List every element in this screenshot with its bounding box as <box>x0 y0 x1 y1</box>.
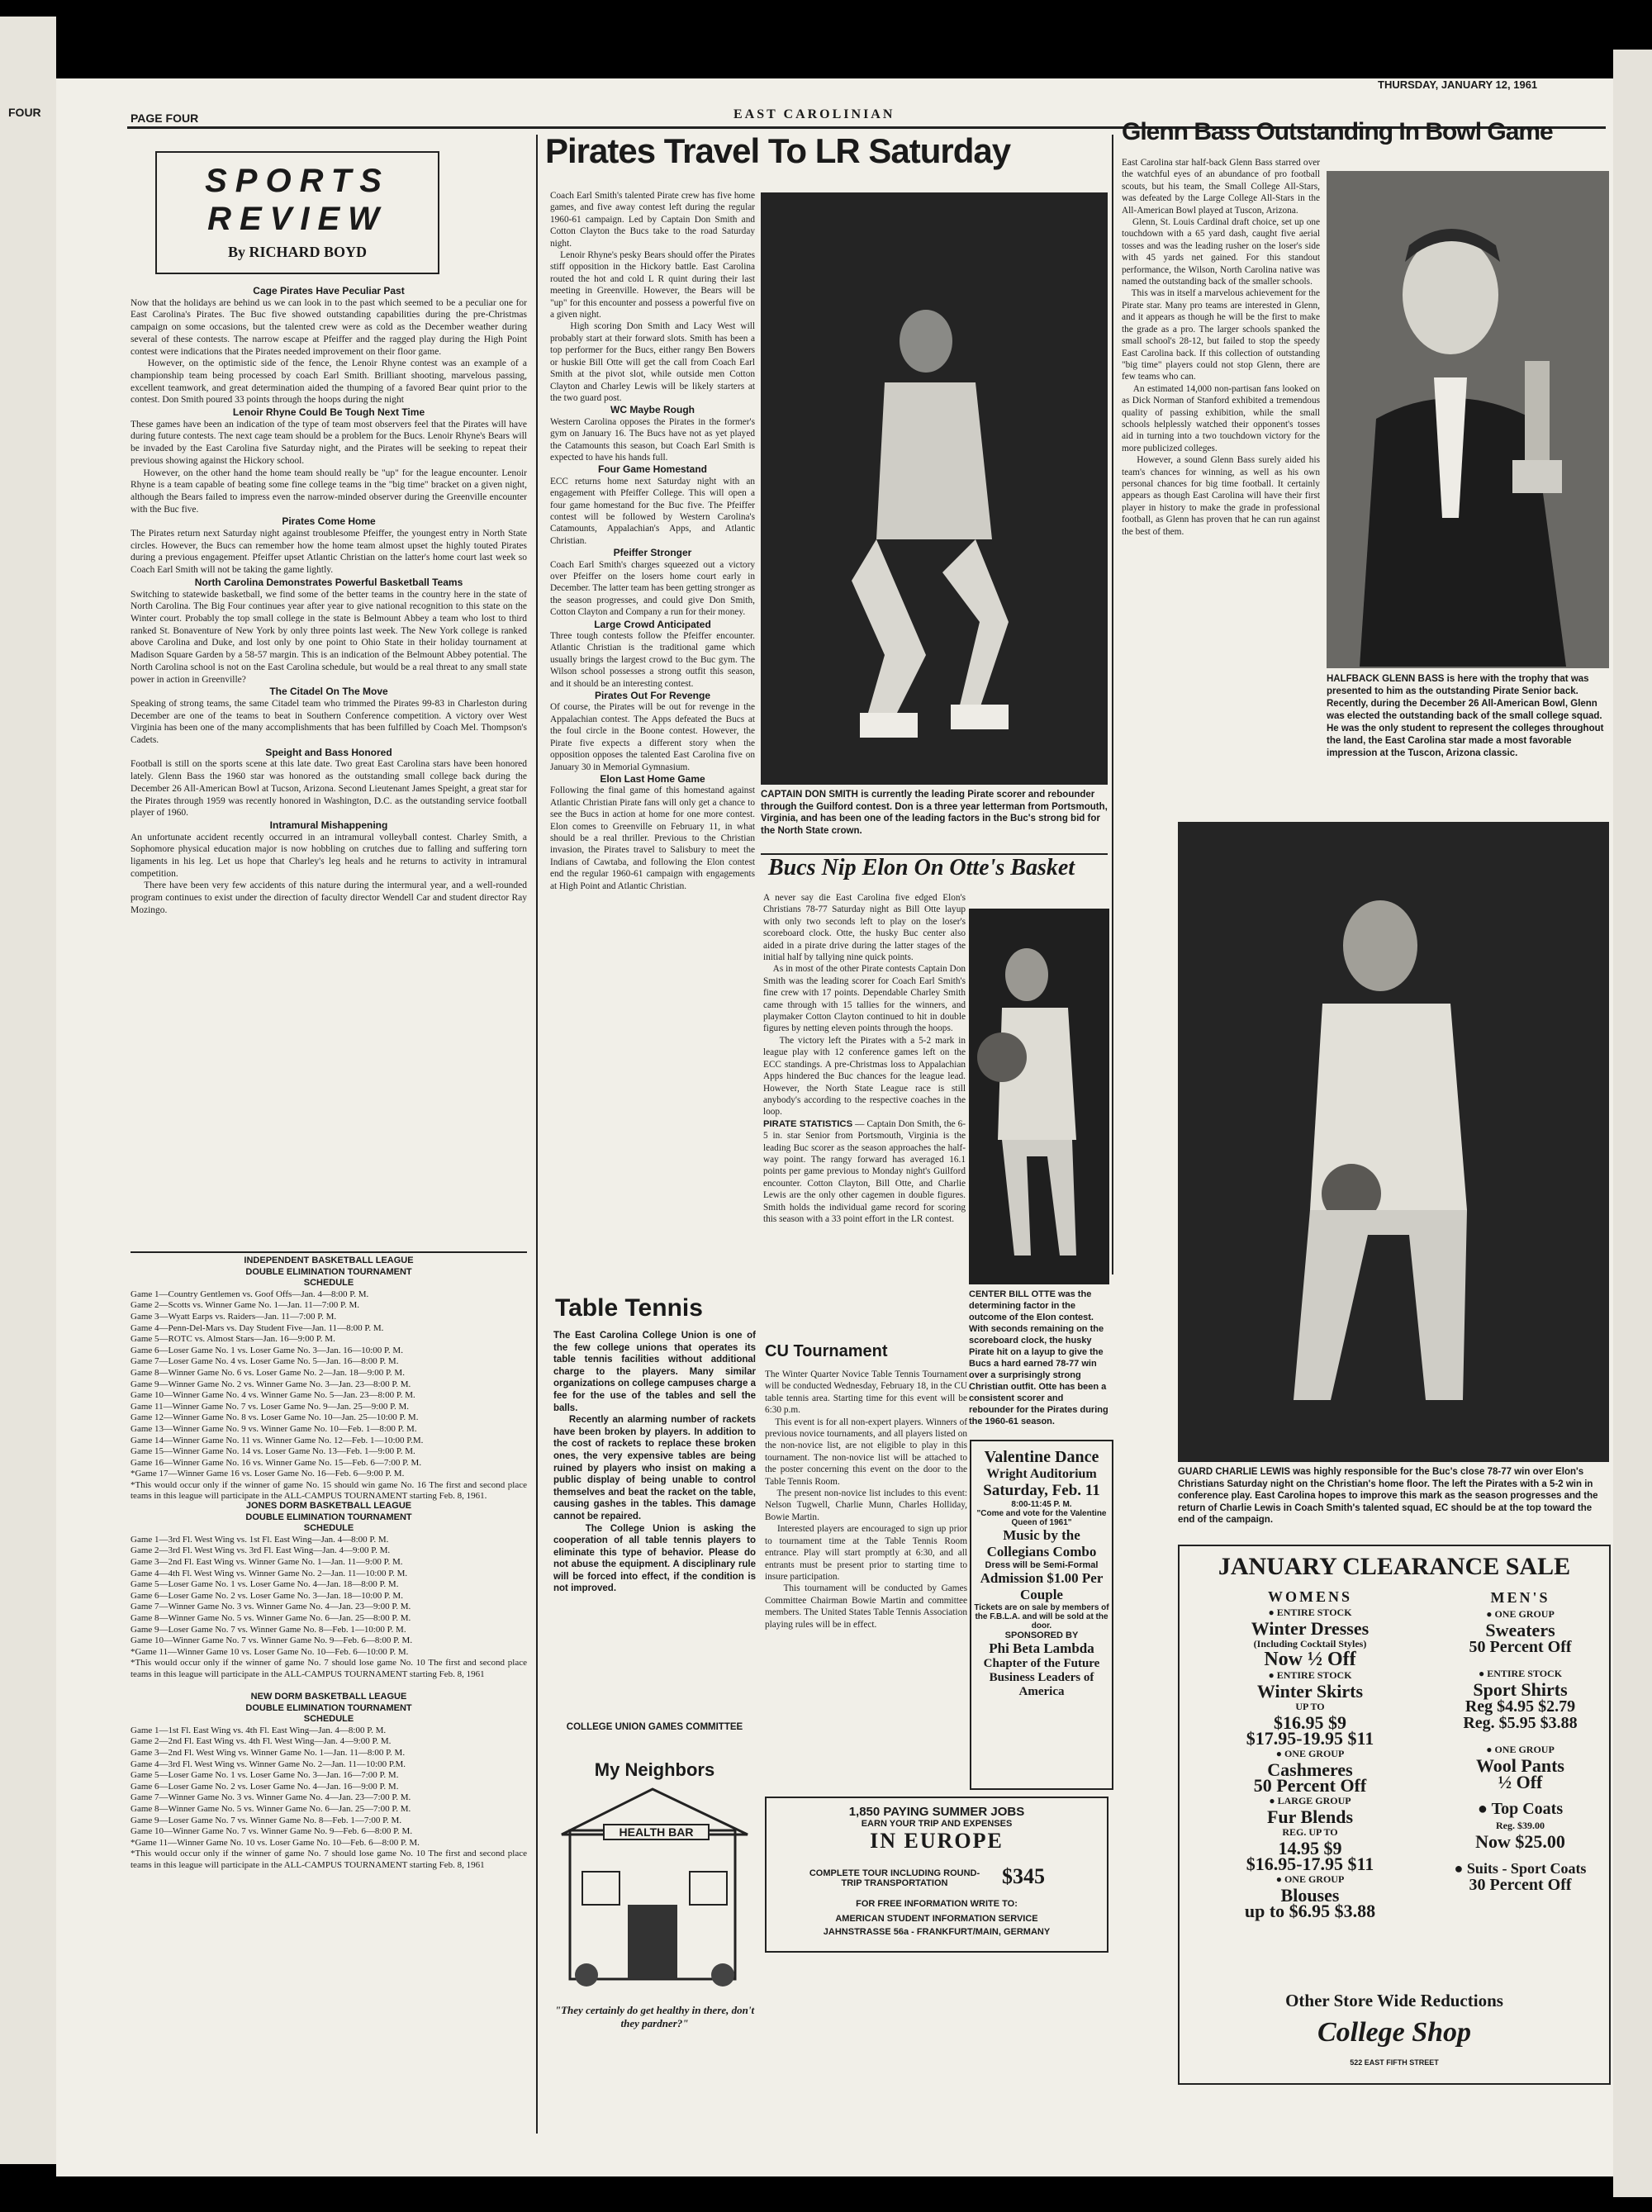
sale-line: UP TO <box>1295 1701 1325 1712</box>
sale-line: ● LARGE GROUP <box>1269 1795 1351 1806</box>
subhead: Speight and Bass Honored <box>265 746 392 758</box>
paragraph: Speaking of strong teams, the same Citadel team who trimmed the Pirates 99-83 in Charleston during December are one of the teams to beat in Southern Conference competition. A victory over West Virginia has been one of the many accomplishments that has been fulfilled by Coach Mel. Thompson's Cadets. <box>131 698 529 746</box>
ad-line: Tickets are on sale by members of the F.B.L.A. and will be sold at the door. <box>974 1603 1109 1631</box>
game-entry: Game 10—Winner Game No. 4 vs. Winner Game No. 5—Jan. 23—8:00 P. M. <box>131 1390 415 1401</box>
independent-league <box>131 1256 527 1502</box>
sale-price: 14.95 $9 <box>1278 1838 1342 1858</box>
subhead: Four Game Homestand <box>597 463 708 476</box>
subhead: Pirates Come Home <box>282 515 376 528</box>
glenn-bass-headline: Glenn Bass Outstanding In Bowl Game <box>1122 118 1553 145</box>
game-entry: Game 6—Loser Game No. 2 vs. Loser Game No. 3—Jan. 18—10:00 P. M. <box>131 1590 403 1601</box>
paragraph: Three tough contests follow the Pfeiffer encounter. Atlantic Christian is the traditional game which usually brings the largest crowd to the Buc gym. The Wilson school possesses a strong outfit this season, and it should be an interesting contest. <box>550 631 757 689</box>
game-entry: Game 4—3rd Fl. West Wing vs. Winner Game No. 2—Jan. 11—10:00 P.M. <box>131 1759 406 1769</box>
sale-item: Sweaters <box>1485 1620 1555 1640</box>
bucs-elon-article <box>763 892 966 1334</box>
sale-title: JANUARY CLEARANCE SALE <box>1218 1553 1571 1580</box>
sale-price: Now $25.00 <box>1475 1831 1565 1852</box>
subhead: Large Crowd Anticipated <box>594 618 711 630</box>
right-page-edge <box>1613 50 1652 2197</box>
league-subtitle: DOUBLE ELIMINATION TOURNAMENT <box>245 1266 412 1277</box>
store-address: 522 EAST FIFTH STREET <box>1350 2058 1439 2067</box>
ad-line: Saturday, Feb. 11 <box>983 1482 1100 1499</box>
cu-tournament-article: The Winter Quarter Novice Table Tennis Tournament will be conducted Wednesday, February 18, in the CU table tennis area. Starting time for this event will be 6:30 p.m. This event is for all non-expert players. Winners of previous novice tournaments, and all players listed on the non-novice list, are not eligible to play in this tournament. The non-novice list will be attached to the poster concerning this event on the door to the Table Tennis Room. The present non-novice list includes to this event: Nelson Tugwell, Charlie Munn, Charles Holliday, Bowie Martin. Interested players are encouraged to sign up prior to tournament time at the Table Tennis Room entrance. Play will start promptly at 6:30, and all entrants must be present prior to starting time to insure participation. This tournament will be conducted by Games Committee Chairman Bowie Martin and committee members. The United States Table Tennis Association playing rules will be in effect. <box>765 1369 968 1630</box>
game-entry: Game 1—Country Gentlemen vs. Goof Offs—Jan. 4—8:00 P. M. <box>131 1289 369 1299</box>
game-entry: Game 10—Winner Game No. 7 vs. Winner Game No. 9—Feb. 6—8:00 P. M. <box>131 1826 413 1837</box>
left-page-number: FOUR <box>8 106 41 119</box>
sale-line: ● ENTIRE STOCK <box>1268 1607 1352 1618</box>
ad-line: FOR FREE INFORMATION WRITE TO: <box>856 1899 1018 1909</box>
mens-column <box>1436 1589 1605 1893</box>
sale-item: Winter Skirts <box>1256 1681 1364 1702</box>
cartoon-drawing-icon <box>553 1781 756 2004</box>
sale-price: $16.95 $9 <box>1274 1712 1346 1733</box>
game-entry: Game 12—Winner Game No. 8 vs. Loser Game No. 10—Jan. 25—10:00 P. M. <box>131 1412 419 1423</box>
mens-heading: MEN'S <box>1490 1589 1550 1606</box>
ad-line: IN EUROPE <box>870 1829 1004 1853</box>
valentine-dance-ad <box>970 1440 1113 1790</box>
paragraph: Western Carolina opposes the Pirates in the former's gym on January 16. The Bucs have not as yet played the Catamounts this season, but Coach Earl Smith is expected to have his hands full. <box>550 416 757 463</box>
cartoon-caption: "They certainly do get healthy in there, don't they pardner?" <box>554 2004 755 2029</box>
game-entry: Game 9—Loser Game No. 7 vs. Winner Game No. 8—Feb. 1—10:00 P. M. <box>131 1624 406 1635</box>
sports-review-title-1: SPORTS <box>205 163 390 199</box>
game-entry: Game 3—2nd Fl. West Wing vs. Winner Game No. 1—Jan. 11—8:00 P. M. <box>131 1747 406 1758</box>
game-entry: Game 16—Winner Game No. 16 vs. Winner Game No. 15—Feb. 6—7:00 P. M. <box>131 1457 422 1468</box>
league-title: NEW DORM BASKETBALL LEAGUE <box>250 1692 407 1702</box>
charlie-lewis-caption: GUARD CHARLIE LEWIS was highly responsible for the Buc's close 78-77 win over Elon's Christians Saturday night on the Christian's home floor. The left the Pirates with a 5-2 win in conference play. East Carolina hopes to improve this mark as the season progresses and the return of Charlie Lewis in Coach Smith's talented squad, EC should be at the top toward the end of the campaign. <box>1178 1467 1598 1525</box>
ad-line: Collegians Combo <box>986 1544 1097 1559</box>
game-entry: Game 14—Winner Game No. 11 vs. Winner Game No. 12—Feb. 1—10:00 P.M. <box>131 1435 424 1445</box>
europe-jobs-ad <box>765 1797 1108 1953</box>
sale-line: ● ONE GROUP <box>1486 1608 1555 1620</box>
game-entry: Game 8—Winner Game No. 5 vs. Winner Game No. 6—Jan. 25—8:00 P. M. <box>131 1612 411 1623</box>
paragraph: ECC returns home next Saturday night with an engagement with Pfeiffer College. This will open a four game homestand for the Buc five. The Pfeiffer contest will be followed by Western Carolina's Catamounts, Appalachian's Apps, and Atlantic Christian. <box>550 476 757 546</box>
bill-otte-photo <box>969 909 1109 1284</box>
sale-line: Reg. $39.00 <box>1496 1820 1545 1831</box>
sale-line: ● ONE GROUP <box>1275 1748 1345 1759</box>
subhead: Elon Last Home Game <box>600 772 705 785</box>
ad-line: COMPLETE TOUR INCLUDING ROUND-TRIP TRANSPORTATION <box>809 1868 980 1888</box>
game-entry: Game 8—Winner Game No. 5 vs. Winner Game No. 6—Jan. 25—7:00 P. M. <box>131 1803 411 1814</box>
glenn-bass-photo <box>1327 171 1609 668</box>
sale-item: Sport Shirts <box>1473 1679 1568 1700</box>
game-entry: Game 4—4th Fl. West Wing vs. Winner Game No. 2—Jan. 11—10:00 P. M. <box>131 1568 408 1578</box>
bill-otte-caption: CENTER BILL OTTE was the determining factor in the outcome of the Elon contest. With seconds remaining on the scoreboard clock, the husky Pirate hit on a layup to give the Bucs a hard earned 78-77 win over a surprisingly strong Christian outfit. Otte has been a consistent scorer and rebounder for the Pirates during the 1960-61 season. <box>969 1289 1108 1426</box>
sale-price: $17.95-19.95 $11 <box>1246 1728 1374 1749</box>
sale-price: 50 Percent Off <box>1253 1775 1367 1796</box>
paragraph: Now that the holidays are behind us we can look in to the past which seemed to be a peculiar one for East Carolina's Pirates. The Buc five showed outstanding capabilities during the pre-Christmas campaign on some occasions, but the talented crew were as cold as the December weather during several of these contests. The narrow escape at Pfeiffer and the ragged play during the High Point contest were indications that the Pirates needed improvement on their floor game. However, on the optimistic side of the fence, the Lenoir Rhyne contest was an example of a championship team being processed by coach Earl Smith. Brilliant shooting, marvelous passing, excellent teamwork, and great determination aided the thumping of a favored Bear quint prior to the contest. Don Smith poured 33 points through the hoops during the night <box>131 297 527 406</box>
health-bar-sign: HEALTH BAR <box>603 1824 710 1840</box>
subhead: Lenoir Rhyne Could Be Tough Next Time <box>232 406 425 419</box>
ad-line: "Come and vote for the Valentine Queen of 1961" <box>976 1509 1107 1527</box>
subhead: Cage Pirates Have Peculiar Past <box>253 285 405 297</box>
game-entry: Game 2—3rd Fl. West Wing vs. 3rd Fl. East Wing—Jan. 4—9:00 P. M. <box>131 1545 391 1556</box>
game-entry: *Game 11—Winner Game No. 10 vs. Loser Game No. 10—Feb. 6—8:00 P. M. <box>131 1837 420 1848</box>
game-entry: Game 9—Winner Game No. 2 vs. Winner Game No. 3—Jan. 23—8:00 P. M. <box>131 1379 411 1389</box>
paragraph: Of course, the Pirates will be out for revenge in the Appalachian contest. The Apps defeated the Bucs at the foul circle in the Boone contest. However, the Pirate five expects a different story when the opposition opposes the talented East Carolina five on January 30 in Memorial Gymnasium. <box>550 702 757 772</box>
byline: By RICHARD BOYD <box>227 244 367 260</box>
ad-line: Valentine Dance <box>984 1448 1099 1466</box>
sale-line: ● ENTIRE STOCK <box>1478 1668 1563 1679</box>
game-entry: Game 7—Winner Game No. 3 vs. Winner Game No. 4—Jan. 23—7:00 P. M. <box>131 1792 411 1803</box>
game-entry: Game 7—Loser Game No. 4 vs. Loser Game No. 5—Jan. 16—8:00 P. M. <box>131 1356 399 1367</box>
sale-line: (Including Cocktail Styles) <box>1253 1638 1367 1650</box>
europe-price: $345 <box>1002 1864 1045 1888</box>
sports-review-box <box>155 151 439 274</box>
college-shop-logo: College Shop <box>1317 2017 1472 2048</box>
page-number: PAGE FOUR <box>131 112 199 125</box>
subhead: The Citadel On The Move <box>269 686 388 698</box>
pirates-lr-article <box>550 190 755 1330</box>
sale-price: Now ½ Off <box>1264 1649 1356 1670</box>
league-note: *This would occur only if the winner of game No. 7 should lose game No. 10 The first and second place teams in this league will participate in the ALL-CAMPUS TOURNAMENT starting Feb. 8, 1961 <box>131 1658 527 1679</box>
ad-line: 1,850 PAYING SUMMER JOBS <box>848 1805 1025 1819</box>
player-silhouette-icon <box>969 909 1109 1284</box>
game-entry: Game 5—Loser Game No. 1 vs. Loser Game No. 4—Jan. 18—8:00 P. M. <box>131 1579 399 1590</box>
sale-item: ● Top Coats <box>1477 1800 1564 1818</box>
league-title: JONES DORM BASKETBALL LEAGUE <box>245 1501 412 1511</box>
bucs-elon-headline: Bucs Nip Elon On Otte's Basket <box>768 855 1075 881</box>
table-tennis-headline: Table Tennis <box>555 1294 703 1322</box>
sale-price: 50 Percent Off <box>1469 1638 1572 1656</box>
ad-line: Dress will be Semi-Formal <box>985 1560 1099 1570</box>
newspaper-page <box>56 78 1613 2176</box>
paragraph: — Captain Don Smith, the 6-5 in. star Senior from Portsmouth, Virginia is the leading Buc scorer as the season approaches the half-way point. The rangy forward has averaged 16.1 points per game previous to Monday night's Guilford encounter. Cotton Clayton, Bill Otte, and Charlie Lewis are the only other cagemen in double figures. Smith holds the individual game record for scoring this season with a 33 point effort in the LR contest. <box>763 1118 968 1224</box>
sale-item: ● Suits - Sport Coats <box>1454 1860 1587 1877</box>
ad-line: 8:00-11:45 P. M. <box>1011 1500 1072 1509</box>
don-smith-caption: CAPTAIN DON SMITH is currently the leading Pirate scorer and rebounder through the Guilford contest. Don is a three year letterman from Portsmouth, Virginia, and has been one of the leading factors in the Buc's strong bid for the North State crown. <box>761 790 1108 836</box>
game-entry: Game 6—Loser Game No. 2 vs. Loser Game No. 4—Jan. 16—9:00 P. M. <box>131 1781 399 1792</box>
ad-line: AMERICAN STUDENT INFORMATION SERVICE <box>835 1914 1038 1924</box>
league-schedule-label: SCHEDULE <box>303 1523 354 1534</box>
my-neighbors-cartoon <box>553 1759 756 2086</box>
league-note: *This would occur only if the winner of game No. 15 should win game No. 16 The first and second place teams in this league will participate in the ALL-CAMPUS TOURNAMENT starting Feb. 8, 1961. <box>131 1479 527 1502</box>
game-entry: Game 10—Winner Game No. 7 vs. Winner Game No. 9—Feb. 6—8:00 P. M. <box>131 1635 413 1646</box>
sale-item: Fur Blends <box>1266 1806 1354 1827</box>
sports-review-article <box>131 285 527 1349</box>
league-note: *This would occur only if the winner of game No. 7 should lose game No. 10 The first and second place teams in this league will participate in the ALL-CAMPUS TOURNAMENT starting Feb. 8, 1961 <box>131 1849 527 1870</box>
game-entry: *Game 11—Winner Game 10 vs. Loser Game No. 10—Feb. 6—10:00 P. M. <box>131 1646 409 1657</box>
subhead: Pirates Out For Revenge <box>594 690 711 702</box>
game-entry: Game 11—Winner Game No. 7 vs. Loser Game No. 9—Jan. 25—9:00 P. M. <box>131 1401 410 1412</box>
paragraph: Following the final game of this homestand against Atlantic Christian Pirate fans will only get a chance to see the Bucs in action at home for one more contest. Elon comes to Greenville on February 11, in what should be a real thriller. Previous to the Christian invasion, the Pirates travel to Salisbury to meet the Indians of Cawtaba, and following the Elon contest end the regular 1960-61 campaign with engagements at High Point and Atlantic Christian. <box>550 786 757 891</box>
ad-line: Wright Auditorium <box>986 1467 1097 1481</box>
table-tennis-article: The East Carolina College Union is one of the few college unions that operates its table tennis facilities without additional charge to the players. Many similar organizations on college campuses charge a fee for the use of the tables and sell the balls. Recently an alarming number of rackets have been broken by players. In addition to the cost of rackets to replace these broken ones, the very expensive tables are being ruined by players who insist on making a public display of being unable to control themselves and beat the racket on the table, causing gashes in the tables. This damage cannot be repaired. The College Union is asking the cooperation of all table tennis players to eliminate this type of behavior. Please do not abuse the equipment. A disciplinary rule will be forced into effect, if the condition is not improved. <box>553 1331 757 1594</box>
glenn-bass-article: East Carolina star half-back Glenn Bass starred over the watchful eyes of an abundance of pro football scouts, but his team, the Small College All-Stars, was defeated by the Large College All-Stars in the All-American Bowl played at Tuscon, Arizona. Glenn, St. Louis Cardinal draft choice, set up one touchdown with a 65 yard dash, caught five aerial tosses and was the leading rusher on the loser's side with 45 yards net gained. For this standout performance, the Wilson, North Carolina native was named the outstanding back of the smaller schools. This was in itself a marvelous achievement for the Pirate star. Many pro teams are interested in Glenn, and it appears as though he will be the first to make the grade as a pro. The larger schools spanked the small school's 28-12, but failed to stop the speedy East Carolina back. If this collection of outstanding "big time" players could not stop Glenn, there are few teams who can. An estimated 14,000 non-partisan fans looked on as Dick Norman of Stanford exhibited a tremendous quality of passing exhibition, while the small schools helplessly watched their opponent's tosses aid in turning into a two touchdown victory for the more publicized colleges. However, a sound Glenn Bass surely aided his team's chances for winning, as well as his own personal chances for big time football. It certainly appears as though East Carolina will have their first player in history to make the grade in professional football, as Glenn has proven that he can run against the best of them. <box>1122 158 1321 537</box>
table-tennis-signature: COLLEGE UNION GAMES COMMITTEE <box>566 1722 743 1732</box>
game-entry: Game 2—Scotts vs. Winner Game No. 1—Jan. 11—7:00 P. M. <box>131 1300 359 1311</box>
ad-line: Admission $1.00 Per Couple <box>980 1570 1104 1602</box>
sale-price: $16.95-17.95 $11 <box>1246 1854 1374 1874</box>
sale-item: Winter Dresses <box>1251 1618 1370 1639</box>
game-entry: Game 3—2nd Fl. East Wing vs. Winner Game No. 1—Jan. 11—9:00 P. M. <box>131 1556 403 1567</box>
paragraph: Football is still on the sports scene at this late date. Two great East Carolina stars have been honored lately. Glenn Bass the 1960 star was honored as the outstanding small college back during the December 26 All-American Bowl at Tucson, Arizona. Second Lieutenant James Speight, a great star for the Pirates through 1959 was recently honored in Washington, D.C. as the outstanding service football player of 1960. <box>131 759 529 819</box>
game-entry: Game 6—Loser Game No. 1 vs. Loser Game No. 3—Jan. 16—10:00 P. M. <box>131 1345 403 1355</box>
column-rule <box>536 135 538 2134</box>
game-list <box>131 1535 527 1659</box>
ad-line: Music by the <box>1003 1527 1080 1543</box>
subhead: PIRATE STATISTICS <box>763 1118 853 1129</box>
charlie-lewis-photo <box>1178 822 1609 1462</box>
game-entry: Game 9—Loser Game No. 7 vs. Winner Game No. 8—Feb. 1—7:00 P. M. <box>131 1815 402 1825</box>
ad-line: SPONSORED BY <box>1004 1631 1079 1640</box>
game-list <box>131 1725 527 1849</box>
subhead: North Carolina Demonstrates Powerful Basketball Teams <box>194 576 463 588</box>
clearance-sale-ad <box>1178 1545 1611 2085</box>
divider <box>131 1251 527 1253</box>
league-subtitle: DOUBLE ELIMINATION TOURNAMENT <box>245 1512 412 1522</box>
newdorm-league <box>131 1692 527 1872</box>
sale-line: ● ONE GROUP <box>1486 1744 1555 1755</box>
sale-item: Wool Pants <box>1476 1755 1564 1776</box>
paragraph: These games have been an indication of the type of team most observers feel that the Pirates will have during future contests. The next cage team should be a problem for the Bucs. Lenoir Rhyne's Bears will be invaded by the East Carolina five Saturday night, and the Pirates will be seeking to repeat their previous showing against the Hickory school. However, on the other hand the home team should really be "up" for the league encounter. Lenoir Rhyne is a team capable of beating some fine college teams in the "big time" bracket on a given night, although the Bears failed to impress even the narrow-minded observer during the Greenville encounter with the Buc five. <box>131 419 527 515</box>
player-portrait-icon <box>1327 171 1609 668</box>
don-smith-photo <box>761 192 1108 785</box>
sale-footer: Other Store Wide Reductions <box>1285 1991 1503 2010</box>
sale-price: Reg. $5.95 $3.88 <box>1463 1714 1578 1732</box>
ad-line: EARN YOUR TRIP AND EXPENSES <box>861 1819 1013 1829</box>
sale-item: Blouses <box>1280 1885 1340 1906</box>
game-entry: Game 4—Penn-Del-Mars vs. Day Student Five—Jan. 11—8:00 P. M. <box>131 1322 384 1333</box>
sale-line: REG. UP TO <box>1282 1826 1338 1838</box>
sale-line: ● ENTIRE STOCK <box>1268 1669 1352 1681</box>
paragraph: An unfortunate accident recently occurred in an intramural volleyball contest. Charley Smith, a Sophomore physical education major is now hobbling on crutches due to falling and suffering torn ligaments in his leg. Let us hope that Charley's leg heals and he returns to activity in intramural competition. There have been very few accidents of this nature during the intermural year, and a well-rounded program continues to exist under the direction of faculty director Wendell Car and student director Ray Mozingo. <box>131 832 527 915</box>
player-silhouette-icon <box>761 192 1108 785</box>
left-page-edge <box>0 17 56 2164</box>
game-entry: Game 15—Winner Game No. 14 vs. Loser Game No. 13—Feb. 1—9:00 P. M. <box>131 1446 415 1457</box>
sale-price: ½ Off <box>1498 1772 1543 1792</box>
player-silhouette-icon <box>1178 822 1609 1462</box>
game-entry: Game 3—Wyatt Earps vs. Raiders—Jan. 11—7:00 P. M. <box>131 1311 337 1322</box>
jones-league <box>131 1501 527 1681</box>
sale-price: 30 Percent Off <box>1469 1876 1572 1894</box>
paper-name: EAST CAROLINIAN <box>733 107 895 121</box>
paragraph: A never say die East Carolina five edged Elon's Christians 78-77 Saturday night as Bill Otte layup with only two seconds left to play on the loser's scoreboard clock. Otte, the husky Buc center also aided in a pirate drive during the latter stages of the initial half by tallying nine quick points. As in most of the other Pirate contests Captain Don Smith was the leading scorer for Coach Earl Smith's fine crew with 17 points. Dependable Charley Smith came through with 15 tallies for the winners, and playmaker Cotton Clayton continued to hit in double figures by netting eleven points through the hoops. The victory left the Pirates with a 5-2 mark in league play with 12 conference games left on the ECC standings. A pre-Christmas loss to Appalachian Apps hindered the Buc chances for the league lead. However, the North State League race is still anybody's according to the respective coaches in the loop. <box>763 893 966 1118</box>
cu-tournament-headline: CU Tournament <box>765 1342 888 1360</box>
issue-date: THURSDAY, JANUARY 12, 1961 <box>1378 78 1538 91</box>
league-schedule-label: SCHEDULE <box>303 1278 354 1289</box>
league-subtitle: DOUBLE ELIMINATION TOURNAMENT <box>245 1702 412 1713</box>
subhead: Pfeiffer Stronger <box>613 547 692 559</box>
womens-column <box>1186 1589 1434 1919</box>
game-entry: Game 5—ROTC vs. Almost Stars—Jan. 16—9:00 P. M. <box>131 1334 335 1345</box>
sale-price: up to $6.95 $3.88 <box>1244 1901 1376 1921</box>
game-entry: *Game 17—Winner Game 16 vs. Loser Game No. 16—Feb. 6—9:00 P. M. <box>131 1469 405 1479</box>
game-entry: Game 7—Winner Game No. 3 vs. Winner Game No. 4—Jan. 23—9:00 P. M. <box>131 1602 411 1612</box>
game-entry: Game 8—Winner Game No. 6 vs. Loser Game No. 2—Jan. 18—9:00 P. M. <box>131 1367 405 1378</box>
paragraph: The Pirates return next Saturday night against troublesome Pfeiffer, the youngest entry in North State circles. However, the Bucs can remember how the home team almost upset the highly touted Pirates during a previous engagement. Pfeiffer upset Atlantic Christian on the latter's home court last week so Coach Earl Smith will not be taking the game lightly. <box>131 529 529 576</box>
ad-line: Chapter of the Future Business Leaders of America <box>983 1657 1100 1698</box>
league-title: INDEPENDENT BASKETBALL LEAGUE <box>244 1256 414 1265</box>
game-entry: Game 2—2nd Fl. East Wing vs. 4th Fl. West Wing—Jan. 4—9:00 P. M. <box>131 1736 392 1747</box>
subhead: Intramural Mishappening <box>269 819 388 831</box>
sale-price: Reg $4.95 $2.79 <box>1464 1697 1576 1716</box>
game-entry: Game 1—3rd Fl. West Wing vs. 1st Fl. East Wing—Jan. 4—8:00 P. M. <box>131 1534 389 1545</box>
paragraph: Switching to statewide basketball, we find some of the better teams in the country here in the state of North Carolina. The Big Four continues year after year to give national recognition to this state on the Winter court. Probably the top small college in the state is Belmount Abbey a team who lost to third ranked St. Bonaventure of New York by only three points last week. The New York college is ranked above Carolina and Duke, and lost only by one point to Ohio State in their holiday tournament at Madison Square Garden by a 58-57 margin. This is an indication of the Belmount Abbey potential. The North Carolina school is not on the East Carolina schedule, but would be a real threat to any small state power in action in Greenville? <box>131 589 529 685</box>
sale-item: Cashmeres <box>1267 1759 1353 1780</box>
sale-line: ● ONE GROUP <box>1275 1873 1345 1885</box>
game-entry: Game 1—1st Fl. East Wing vs. 4th Fl. East Wing—Jan. 4—8:00 P. M. <box>131 1725 387 1735</box>
game-entry: Game 5—Loser Game No. 1 vs. Loser Game No. 3—Jan. 16—7:00 P. M. <box>131 1770 399 1781</box>
cartoon-title: My Neighbors <box>594 1759 715 1780</box>
ad-line: Phi Beta Lambda <box>989 1640 1094 1656</box>
game-entry: Game 13—Winner Game No. 9 vs. Winner Game No. 10—Feb. 1—8:00 P. M. <box>131 1423 417 1434</box>
womens-heading: WOMENS <box>1267 1588 1352 1605</box>
sports-review-title-2: REVIEW <box>207 201 387 237</box>
paragraph: Coach Earl Smith's charges squeezed out a victory over Pfeiffer on the losers home court early in December. The latter team has been getting stronger as the season progresses, and could give Don Smith, Cotton Clayton and Company a run for their money. <box>550 559 757 618</box>
ad-line: JAHNSTRASSE 56a - FRANKFURT/MAIN, GERMANY <box>823 1927 1051 1937</box>
subhead: WC Maybe Rough <box>610 404 695 416</box>
glenn-bass-caption: HALFBACK GLENN BASS is here with the trophy that was presented to him as the outstanding Pirate Senior back. Recently, during the December 26 All-American Bowl, Glenn was elected the outstanding back of the small college squad. He was the only student to represent the colleges throughout the land, the East Carolina star made a most favorable impression at the Tuscon, Arizona classic. <box>1327 674 1604 758</box>
pirates-lr-headline: Pirates Travel To LR Saturday <box>545 131 1011 170</box>
game-list <box>131 1289 527 1480</box>
league-schedule-label: SCHEDULE <box>303 1714 354 1725</box>
column-rule <box>1112 135 1113 1275</box>
paragraph: Coach Earl Smith's talented Pirate crew has five home games, and five away contest left during the regular 1960-61 campaign. Led by Captain Don Smith and Cotton Clayton the Bucs take to the road Saturday night. Lenoir Rhyne's pesky Bears should offer the Pirates stiff opposition in the Hickory battle. East Carolina routed the hot and cold L R quint during their last meeting in Greenville. However, the Bears will be "up" for this encounter and possess a powerful five on a given night. High scoring Don Smith and Lacy West will probably start at their forward slots. Smith has been a top performer for the Bucs, either rangy Ben Bowers or huskie Bill Otte will get the call from Coach Earl Smith at the pivot slot, while outside men Cotton Clayton and Charley Lewis will be likely starters at the two guard post. <box>550 191 756 403</box>
